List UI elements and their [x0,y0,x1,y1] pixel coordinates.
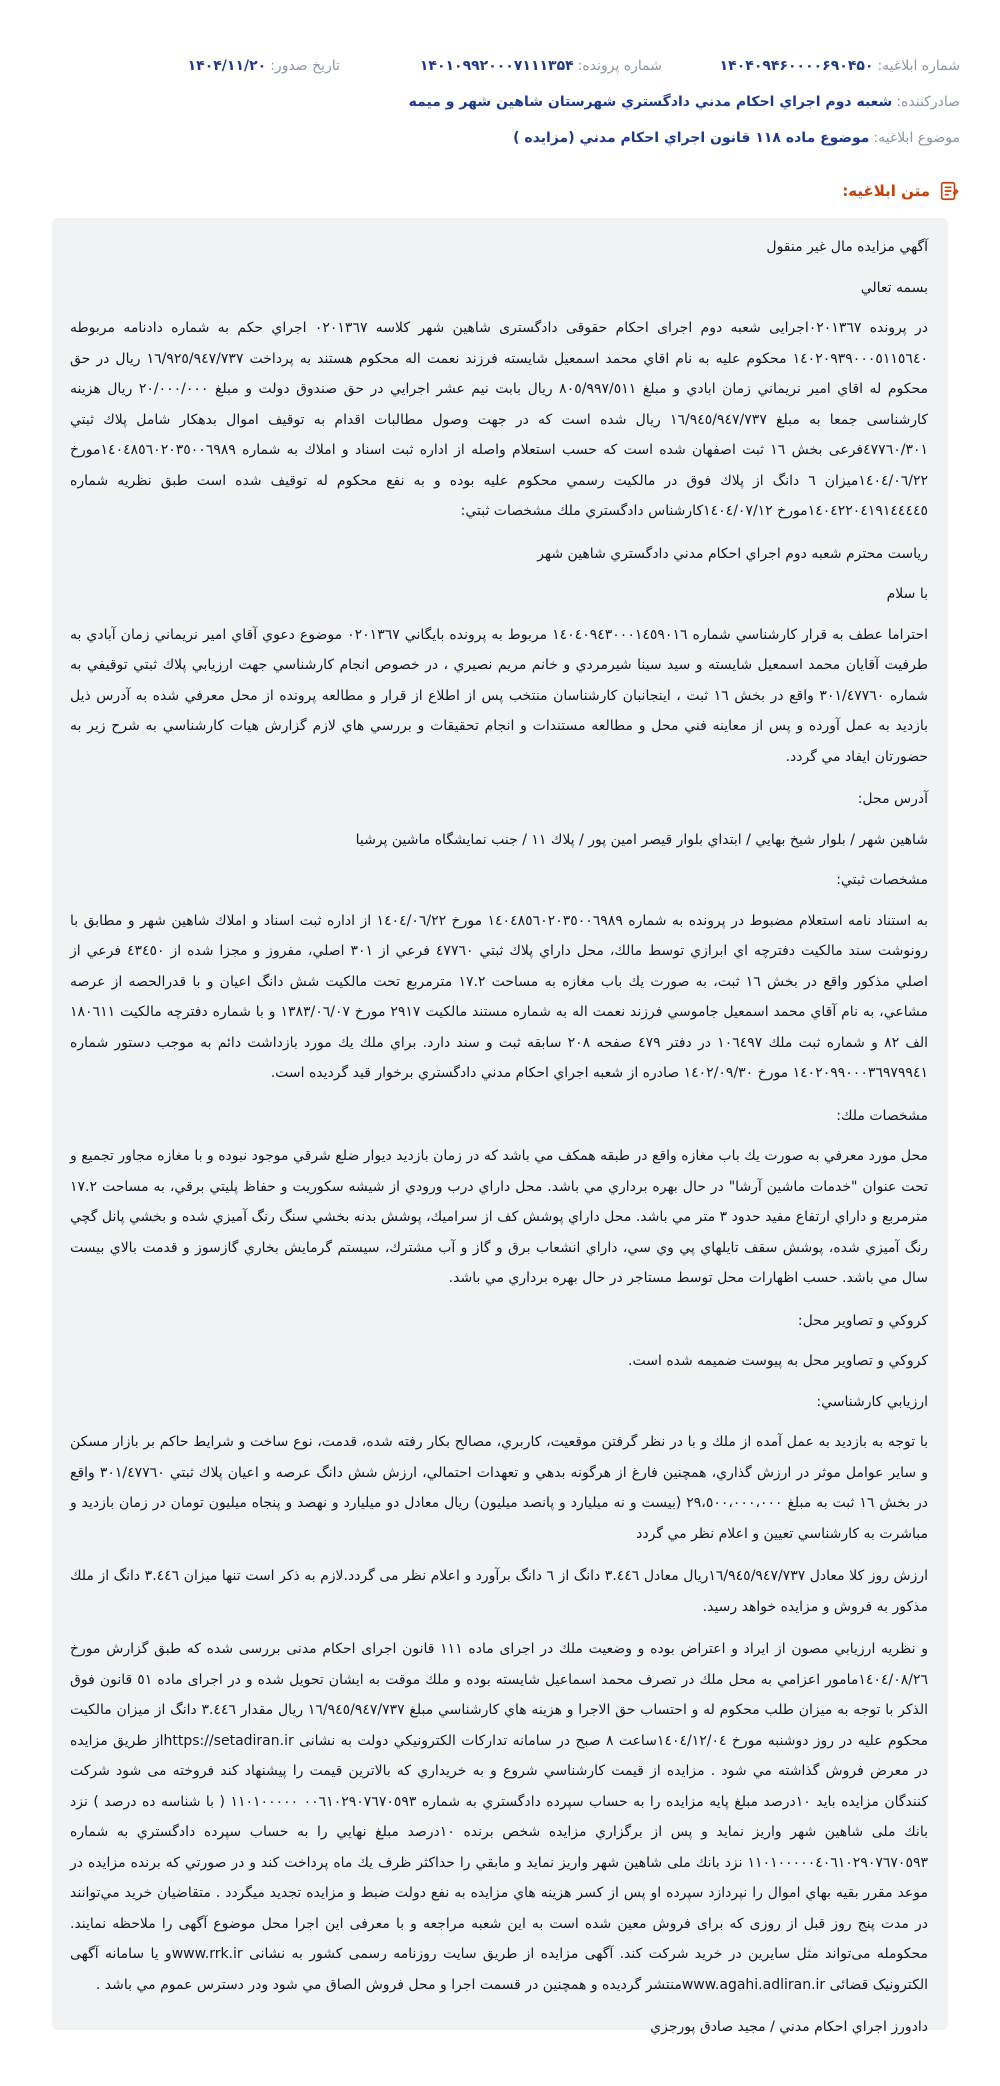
notice-meta [0,0,1000,156]
meta-row-top [40,48,960,84]
subject [513,130,960,146]
address-text: شاهين شهر / بلوار شيخ بهايي / ابتداي بلوار قيصر امين پور / پلاك ١١ / جنب نمايشگاه ماشين پرشيا [355,831,928,848]
addressee-line: رياست محترم شعبه دوم اجراي احكام مدني دادگستري شاهين شهر [537,545,928,562]
notice-body [52,218,948,2035]
issuer-label: صادرکننده: [896,94,960,110]
registry-paragraph: به استناد نامه استعلام مضبوط در پرونده به شماره ١٤٠٤٨٥٦٠٢٠٣٥٠٠٦٩٨٩ مورخ ١٤٠٤/٠٦/٢٢ از اداره ثبت اسناد و املاك شاهين شهر و مطابق با رونوشت سند مالكيت دفترچه اي ابرازي توسط مالك، محل داراي پلاك ثبتي ٤٧٧٦٠ فرعي از ٣٠١ اصلي، مفروز و مجزا شده از ٤٣٤٥٠ فرعي از اصلي مذكور واقع در بخش ١٦ ثبت، به صورت يك باب مغازه به مساحت ١٧.٢ مترمربع تحت مالكيت شش دانگ اعيان و با قدرالحصه از عرصه مشاعي، به نام آقاي محمد اسمعيل جاموسي فرزند نعمت اله به شماره مستند مالكيت ٢٩١٧ مورخ ١٣٨٣/٠٦/٠٧ و با شماره دفترچه مالكيت ١٨٠٦١١ الف ٨٢ و شماره ثبت ملك ١٠٦٤٩٧ در دفتر ٤٧٩ صفحه ٢٠٨ سابقه ثبت و سند دارد. براي ملك يك مورد بازداشت دائم به موجب دستور شماره ١٤٠٢٠٩٩٠٠٠٣٦٩٧٩٩٤١ مورخ ١٤٠٢/٠٩/٣٠ صادره از شعبه اجراي احكام مدني دادگستري برخوار قيد گرديده است. [70,912,928,1081]
sketch-heading: كروكي و تصاوير محل: [797,1312,928,1329]
subject-value: موضوع ماده ۱۱۸ قانون اجراي احكام مدني (مزايده ) [513,130,870,146]
issuer-row [40,84,960,120]
case-number-value: ۱۴۰۱۰۹۹۲۰۰۰۷۱۱۱۳۵۴ [419,58,574,74]
issuer [409,94,960,110]
valuation-heading: ارزيابي كارشناسي: [816,1393,928,1410]
document-text-icon [938,180,960,202]
issuer-value: شعبه دوم اجراي احكام مدني دادگستري شهرستان شاهين شهر و ميمه [408,94,893,110]
property-heading: مشخصات ملك: [836,1107,928,1124]
notice-number-label: شماره ابلاغیه: [877,58,960,74]
property-paragraph: محل مورد معرفي به صورت يك باب مغازه واقع در طبقه همكف مي باشد كه در زمان بازديد ديوار ضلع شرقي موجود نبوده و با مغازه مجاور تجميع و تحت عنوان "خدمات ماشين آرشا" در حال بهره برداري مي باشد. محل داراي درب ورودي از شيشه سكوريت و حفاظ پليتي برقي، به مساحت ١٧.٢ مترمربع و داراي ارتفاع مفيد حدود ٣ متر مي باشد. محل داراي پوشش كف از سراميك، پوشش بدنه بخشي سنگ رنگ آميزي شده و بخشي پانل گچي رنگ آميزي شده، پوشش سقف تايلهاي پي وي سي، داراي انشعاب برق و گاز و آب مشترك، سيستم گرمايش بخاري گازسوز و قدمت بالاي بيست سال مي باشد. حسب اظهارات محل توسط مستاجر در حال بهره برداري مي باشد. [70,1148,928,1286]
ad-title: آگهي مزايده مال غير منقول [766,239,928,255]
auction-terms-paragraph: و نظريه ارزيابي مصون از ايراد و اعتراض بوده و وضعيت ملك در اجرای ماده ١١١ قانون اجرای احکام مدنی بررسی شده كه طبق گزارش مورخ ١٤٠٤/٠٨/٢٦مامور اعزامي به محل ملك در تصرف محمد اسماعيل شايسته بوده و ملك موقت به ايشان تحويل شده و در اجرای ماده ٥١ قانون فوق الذكر با توجه به ميزان طلب محكوم له و احتساب حق الاجرا و هزينه هاي كارشناسي مبلغ ١٦/٩٤٥/٩٤٧/٧٣٧ ريال مقدار ٣.٤٤٦ دانگ از ميزان مالكيت محكوم عليه در روز دوشنبه مورخ ١٤٠٤/١٢/٠٤ساعت ٨ صبح در سامانه تداركات الكترونيكي دولت به نشانی https://setadiran.irاز طریق مزایده در معرض فروش گذاشته مي شود . مزايده از قيمت كارشناسي شروع و به خريداري كه بالاترين قيمت را پيشنهاد كند فروخته می شود شركت كنندگان مزايده بايد ١٠درصد مبلغ پايه مزايده را به حساب سپرده دادگستري به شماره ٠٠٦١٠٢٩٠٧٦٧٠٥٩٣ ١١٠١٠٠٠٠٠ ( با شناسه ده درصد ) نزد بانك ملی شاهين شهر واريز نمايد و پس از برگزاري مزايده شخص برنده ١٠درصد مبلغ نهايي را به حساب سپرده دادگستري به شماره ١١٠١٠٠٠٠٠٤٠٦١٠٢٩٠٧٦٧٠٥٩٣ نزد بانك ملی شاهين شهر واريز نمايد و مابقي را حداكثر ظرف يك ماه پرداخت كند و در صورتي كه برنده مزايده در موعد مقرر بقيه بهاي اموال را نپردازد سپرده او پس از كسر هزينه هاي مزايده به نفع دولت ضبط و مزايده تجديد ميگردد . متقاضيان خريد مي‌توانند در مدت پنج روز قبل از روزی که برای فروش معین شده است به این شعبه مراجعه و با معرفی این اجرا محل موضوع آگهی را ملاحظه نمایند. محکومله می‌تواند مثل سایرین در خرید شرکت کند. آگهی مزایده از طریق سایت روزنامه رسمی کشور به نشانی www.rrk.irو یا سامانه آگهی الکترونیک قضائی www.agahi.adliran.irمنتشر گردیده و همچنین در قسمت اجرا و محل فروش الصاق مي شود ودر دسترس عموم مي باشد . [70,1641,929,1993]
issue-date-value: ۱۴۰۴/۱۱/۲۰ [187,58,267,74]
value-share-paragraph: ارزش روز كلا معادل ١٦/٩٤٥/٩٤٧/٧٣٧ريال معادل ٣.٤٤٦ دانگ از ٦ دانگ برآورد و اعلام نظر می گردد.لازم به ذكر است تنها ميزان ٣.٤٤٦ دانگ از ملك مذكور به فروش و مزايده خواهد رسيد. [70,1568,929,1615]
issue-date-label: تاریخ صدور: [270,58,340,74]
issue-date [188,58,340,74]
greeting-line: با سلام [886,586,928,602]
valuation-paragraph: با توجه به بازديد به عمل آمده از ملك و با در نظر گرفتن موقعيت، كاربري، مصالح بكار رفته شده، قدمت، نوع ساخت و شرايط حاكم بر بازار مسكن و ساير عوامل موثر در ارزش گذاري، همچنين فارغ از هرگونه بدهي و تعهدات احتمالي، ارزش شش دانگ عرصه و اعيان پلاك ثبتي ٣٠١/٤٧٧٦٠ واقع در بخش ١٦ ثبت به مبلغ ٢٩،٥٠٠،٠٠٠،٠٠٠ (بيست و نه ميليارد و پانصد ميليون) ريال معادل دو ميليارد و نهصد و پنجاه ميليون تومان در زمان بازديد و مباشرت به كارشناسي تعيين و اعلام نظر مي گردد [70,1434,929,1542]
address-heading: آدرس محل: [857,791,928,807]
signature-line: دادورز اجراي احكام مدني / مجيد صادق پورجزي [650,2019,928,2035]
expert-intro-paragraph: احتراما عطف به قرار كارشناسي شماره ١٤٠٤٠٩٤٣٠٠٠١٤٥٩٠١٦ مربوط به پرونده بايگاني ٠٢٠١٣٦٧ موضوع دعوي آقاي امير نريماني زمان آبادي به طرفيت آقايان محمد اسمعيل شايسته و سيد سينا شيرمردي و خانم مريم نصيري ، در خصوص انجام كارشناسي جهت ارزيابي پلاك ثبتي توقيفي به شماره ٣٠١/٤٧٧٦٠ واقع در بخش ١٦ ثبت ، اينجانبان كارشناسان منتخب پس از اطلاع از قرار و مطالعه پرونده از محل معرفي شده به آدرس ذيل بازديد به عمل آورده و پس از معاينه فني محل و مطالعه مستندات و انجام تحقيقات و بررسي هاي لازم گزارش هيات كارشناسي به شرح زير به حضورتان ايفاد مي گردد. [70,626,929,765]
subject-row [40,120,960,156]
registry-heading: مشخصات ثبتي: [836,872,928,888]
subject-label: موضوع ابلاغیه: [873,130,960,146]
notice-number-value: ۱۴۰۴۰۹۴۶۰۰۰۰۶۹۰۴۵۰ [719,58,874,74]
case-number [340,58,662,74]
case-intro-paragraph: در پرونده ٠٢٠١٣٦٧اجرایی شعبه دوم اجرای احکام حقوقی دادگستری شاهین شهر کلاسه ٠٢٠١٣٦٧ اجراي حكم به شماره دادنامه مربوطه ١٤٠٢٠٩٣٩٠٠٠٥١١٥٦٤٠ محكوم عليه به نام اقاي محمد اسمعيل شايسته فرزند نعمت اله محكوم هستند به پرداخت ١٦/٩٢٥/٩٤٧/٧٣٧ ريال در حق محكوم له اقاي امير نريماني زمان ابادي و مبلغ ٨٠٥/٩٩٧/٥١١ ريال بابت نيم عشر اجرايي در حق صندوق دولت و مبلغ ٢٠/٠٠٠/٠٠٠ ريال هزینه کارشناسی جمعا به مبلغ ١٦/٩٤٥/٩٤٧/٧٣٧ ريال شده است كه در جهت وصول مطالبات اقدام به توقيف اموال بدهكار شامل پلاك ثبتي ٤٧٧٦٠/٣٠١فرعی بخش ١٦ ثبت اصفهان شده است كه حسب استعلام واصله از اداره ثبت اسناد و املاك به شماره ١٤٠٤٨٥٦٠٢٠٣٥٠٠٦٩٨٩مورخ ١٤٠٤/٠٦/٢٢میزان ٦ دانگ از پلاك فوق در مالكيت رسمي محكوم عليه بوده و به نفع محكوم له توقيف شده است طبق نظريه شماره ١٤٠٤٢٢٠٤١٩١٤٤٤٤٥مورخ ١٤٠٤/٠٧/١٢كارشناس دادگستري ملك مشخصات ثبتي: [70,320,929,519]
notice-number [662,58,960,74]
sketch-text: كروكي و تصاوير محل به پيوست ضميمه شده است. [628,1353,928,1369]
case-number-label: شماره پرونده: [577,58,662,74]
notice-text-header [0,176,1000,206]
basmala: بسمه تعالي [860,279,928,296]
notice-text-title: متن ابلاغیه: [842,182,930,200]
